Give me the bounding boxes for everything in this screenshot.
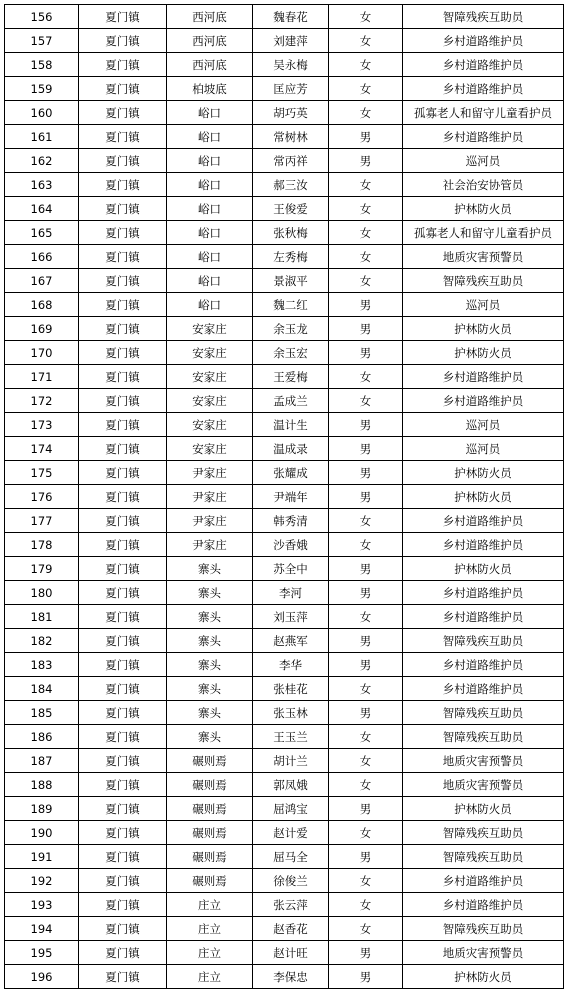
position-cell: 乡村道路维护员	[403, 653, 564, 677]
village-cell: 寨头	[167, 605, 253, 629]
position-cell: 乡村道路维护员	[403, 77, 564, 101]
name-cell: 郭凤娥	[253, 773, 329, 797]
position-cell: 乡村道路维护员	[403, 677, 564, 701]
position-cell: 孤寡老人和留守儿童看护员	[403, 221, 564, 245]
table-row	[5, 917, 564, 941]
name-cell: 魏二红	[253, 293, 329, 317]
position-cell: 乡村道路维护员	[403, 125, 564, 149]
gender-cell: 男	[329, 149, 403, 173]
town-cell: 夏门镇	[79, 701, 167, 725]
town-cell: 夏门镇	[79, 77, 167, 101]
table-row	[5, 173, 564, 197]
village-cell: 峪口	[167, 197, 253, 221]
position-cell: 乡村道路维护员	[403, 53, 564, 77]
gender-cell: 女	[329, 77, 403, 101]
village-cell: 碾则焉	[167, 749, 253, 773]
row-number-cell: 162	[5, 149, 79, 173]
table-row	[5, 197, 564, 221]
roster-sheet	[4, 4, 563, 989]
position-cell: 护林防火员	[403, 797, 564, 821]
gender-cell: 男	[329, 581, 403, 605]
name-cell: 徐俊兰	[253, 869, 329, 893]
position-cell: 孤寡老人和留守儿童看护员	[403, 101, 564, 125]
position-cell: 乡村道路维护员	[403, 581, 564, 605]
row-number-cell: 156	[5, 5, 79, 29]
village-cell: 峪口	[167, 125, 253, 149]
table-row	[5, 149, 564, 173]
row-number-cell: 185	[5, 701, 79, 725]
town-cell: 夏门镇	[79, 29, 167, 53]
gender-cell: 男	[329, 461, 403, 485]
gender-cell: 女	[329, 917, 403, 941]
position-cell: 巡河员	[403, 293, 564, 317]
table-row	[5, 317, 564, 341]
name-cell: 沙香娥	[253, 533, 329, 557]
row-number-cell: 194	[5, 917, 79, 941]
town-cell: 夏门镇	[79, 773, 167, 797]
gender-cell: 女	[329, 677, 403, 701]
gender-cell: 男	[329, 413, 403, 437]
table-row	[5, 101, 564, 125]
village-cell: 安家庄	[167, 389, 253, 413]
gender-cell: 女	[329, 5, 403, 29]
town-cell: 夏门镇	[79, 509, 167, 533]
gender-cell: 女	[329, 221, 403, 245]
name-cell: 李河	[253, 581, 329, 605]
position-cell: 乡村道路维护员	[403, 893, 564, 917]
row-number-cell: 192	[5, 869, 79, 893]
gender-cell: 男	[329, 701, 403, 725]
position-cell: 巡河员	[403, 149, 564, 173]
town-cell: 夏门镇	[79, 605, 167, 629]
table-row	[5, 269, 564, 293]
town-cell: 夏门镇	[79, 677, 167, 701]
position-cell: 智障残疾互助员	[403, 845, 564, 869]
town-cell: 夏门镇	[79, 581, 167, 605]
town-cell: 夏门镇	[79, 269, 167, 293]
village-cell: 安家庄	[167, 437, 253, 461]
table-row	[5, 389, 564, 413]
table-row	[5, 365, 564, 389]
gender-cell: 女	[329, 869, 403, 893]
village-cell: 安家庄	[167, 365, 253, 389]
row-number-cell: 188	[5, 773, 79, 797]
name-cell: 王爱梅	[253, 365, 329, 389]
village-cell: 安家庄	[167, 341, 253, 365]
name-cell: 吴永梅	[253, 53, 329, 77]
name-cell: 赵香花	[253, 917, 329, 941]
gender-cell: 男	[329, 629, 403, 653]
gender-cell: 男	[329, 965, 403, 989]
name-cell: 王俊爱	[253, 197, 329, 221]
name-cell: 赵计旺	[253, 941, 329, 965]
table-row	[5, 557, 564, 581]
town-cell: 夏门镇	[79, 893, 167, 917]
gender-cell: 女	[329, 749, 403, 773]
row-number-cell: 189	[5, 797, 79, 821]
name-cell: 张耀成	[253, 461, 329, 485]
village-cell: 尹家庄	[167, 509, 253, 533]
table-row	[5, 293, 564, 317]
position-cell: 智障残疾互助员	[403, 821, 564, 845]
name-cell: 匡应芳	[253, 77, 329, 101]
row-number-cell: 174	[5, 437, 79, 461]
row-number-cell: 171	[5, 365, 79, 389]
gender-cell: 女	[329, 53, 403, 77]
town-cell: 夏门镇	[79, 485, 167, 509]
town-cell: 夏门镇	[79, 437, 167, 461]
village-cell: 峪口	[167, 245, 253, 269]
village-cell: 碾则焉	[167, 845, 253, 869]
row-number-cell: 170	[5, 341, 79, 365]
table-row	[5, 341, 564, 365]
name-cell: 韩秀清	[253, 509, 329, 533]
name-cell: 胡巧英	[253, 101, 329, 125]
town-cell: 夏门镇	[79, 341, 167, 365]
name-cell: 张玉林	[253, 701, 329, 725]
name-cell: 屈马全	[253, 845, 329, 869]
position-cell: 护林防火员	[403, 485, 564, 509]
village-cell: 庄立	[167, 917, 253, 941]
village-cell: 寨头	[167, 725, 253, 749]
name-cell: 刘玉萍	[253, 605, 329, 629]
town-cell: 夏门镇	[79, 869, 167, 893]
village-cell: 寨头	[167, 581, 253, 605]
village-cell: 峪口	[167, 293, 253, 317]
row-number-cell: 180	[5, 581, 79, 605]
table-row	[5, 677, 564, 701]
row-number-cell: 176	[5, 485, 79, 509]
position-cell: 智障残疾互助员	[403, 5, 564, 29]
row-number-cell: 191	[5, 845, 79, 869]
position-cell: 地质灾害预警员	[403, 245, 564, 269]
row-number-cell: 190	[5, 821, 79, 845]
row-number-cell: 178	[5, 533, 79, 557]
row-number-cell: 181	[5, 605, 79, 629]
table-row	[5, 581, 564, 605]
position-cell: 地质灾害预警员	[403, 749, 564, 773]
row-number-cell: 183	[5, 653, 79, 677]
name-cell: 尹端年	[253, 485, 329, 509]
gender-cell: 女	[329, 245, 403, 269]
position-cell: 护林防火员	[403, 317, 564, 341]
town-cell: 夏门镇	[79, 845, 167, 869]
row-number-cell: 168	[5, 293, 79, 317]
town-cell: 夏门镇	[79, 5, 167, 29]
town-cell: 夏门镇	[79, 557, 167, 581]
table-row	[5, 29, 564, 53]
table-row	[5, 77, 564, 101]
town-cell: 夏门镇	[79, 197, 167, 221]
town-cell: 夏门镇	[79, 365, 167, 389]
name-cell: 胡计兰	[253, 749, 329, 773]
gender-cell: 女	[329, 29, 403, 53]
name-cell: 温成录	[253, 437, 329, 461]
town-cell: 夏门镇	[79, 245, 167, 269]
position-cell: 智障残疾互助员	[403, 917, 564, 941]
town-cell: 夏门镇	[79, 413, 167, 437]
village-cell: 庄立	[167, 965, 253, 989]
name-cell: 苏全中	[253, 557, 329, 581]
table-row	[5, 5, 564, 29]
position-cell: 乡村道路维护员	[403, 509, 564, 533]
town-cell: 夏门镇	[79, 629, 167, 653]
name-cell: 温计生	[253, 413, 329, 437]
gender-cell: 女	[329, 101, 403, 125]
village-cell: 尹家庄	[167, 533, 253, 557]
town-cell: 夏门镇	[79, 53, 167, 77]
table-row	[5, 821, 564, 845]
gender-cell: 男	[329, 797, 403, 821]
gender-cell: 男	[329, 293, 403, 317]
gender-cell: 女	[329, 725, 403, 749]
name-cell: 刘建萍	[253, 29, 329, 53]
position-cell: 护林防火员	[403, 557, 564, 581]
village-cell: 碾则焉	[167, 821, 253, 845]
row-number-cell: 160	[5, 101, 79, 125]
gender-cell: 男	[329, 941, 403, 965]
town-cell: 夏门镇	[79, 317, 167, 341]
name-cell: 常树林	[253, 125, 329, 149]
gender-cell: 女	[329, 389, 403, 413]
gender-cell: 女	[329, 893, 403, 917]
table-row	[5, 893, 564, 917]
name-cell: 左秀梅	[253, 245, 329, 269]
row-number-cell: 196	[5, 965, 79, 989]
roster-table-body	[5, 5, 564, 989]
row-number-cell: 164	[5, 197, 79, 221]
town-cell: 夏门镇	[79, 653, 167, 677]
gender-cell: 男	[329, 341, 403, 365]
town-cell: 夏门镇	[79, 749, 167, 773]
row-number-cell: 167	[5, 269, 79, 293]
gender-cell: 女	[329, 533, 403, 557]
position-cell: 巡河员	[403, 413, 564, 437]
row-number-cell: 193	[5, 893, 79, 917]
roster-table	[4, 4, 564, 989]
gender-cell: 男	[329, 485, 403, 509]
village-cell: 峪口	[167, 101, 253, 125]
position-cell: 乡村道路维护员	[403, 389, 564, 413]
position-cell: 乡村道路维护员	[403, 29, 564, 53]
gender-cell: 男	[329, 437, 403, 461]
position-cell: 护林防火员	[403, 197, 564, 221]
gender-cell: 女	[329, 509, 403, 533]
gender-cell: 女	[329, 821, 403, 845]
row-number-cell: 175	[5, 461, 79, 485]
gender-cell: 女	[329, 269, 403, 293]
village-cell: 碾则焉	[167, 797, 253, 821]
name-cell: 孟成兰	[253, 389, 329, 413]
town-cell: 夏门镇	[79, 389, 167, 413]
village-cell: 西河底	[167, 5, 253, 29]
table-row	[5, 125, 564, 149]
row-number-cell: 179	[5, 557, 79, 581]
table-row	[5, 797, 564, 821]
position-cell: 地质灾害预警员	[403, 941, 564, 965]
name-cell: 余玉宏	[253, 341, 329, 365]
gender-cell: 男	[329, 845, 403, 869]
row-number-cell: 184	[5, 677, 79, 701]
town-cell: 夏门镇	[79, 461, 167, 485]
table-row	[5, 221, 564, 245]
table-row	[5, 773, 564, 797]
gender-cell: 男	[329, 125, 403, 149]
town-cell: 夏门镇	[79, 725, 167, 749]
village-cell: 西河底	[167, 29, 253, 53]
table-row	[5, 701, 564, 725]
row-number-cell: 161	[5, 125, 79, 149]
table-row	[5, 941, 564, 965]
table-row	[5, 725, 564, 749]
town-cell: 夏门镇	[79, 797, 167, 821]
position-cell: 乡村道路维护员	[403, 365, 564, 389]
table-row	[5, 509, 564, 533]
name-cell: 王玉兰	[253, 725, 329, 749]
town-cell: 夏门镇	[79, 965, 167, 989]
village-cell: 峪口	[167, 173, 253, 197]
town-cell: 夏门镇	[79, 173, 167, 197]
table-row	[5, 605, 564, 629]
village-cell: 寨头	[167, 557, 253, 581]
gender-cell: 女	[329, 773, 403, 797]
row-number-cell: 169	[5, 317, 79, 341]
position-cell: 巡河员	[403, 437, 564, 461]
table-row	[5, 437, 564, 461]
table-row	[5, 965, 564, 989]
row-number-cell: 187	[5, 749, 79, 773]
town-cell: 夏门镇	[79, 917, 167, 941]
position-cell: 智障残疾互助员	[403, 629, 564, 653]
position-cell: 智障残疾互助员	[403, 725, 564, 749]
table-row	[5, 53, 564, 77]
name-cell: 郝三汝	[253, 173, 329, 197]
table-row	[5, 413, 564, 437]
village-cell: 峪口	[167, 269, 253, 293]
position-cell: 智障残疾互助员	[403, 701, 564, 725]
village-cell: 安家庄	[167, 413, 253, 437]
village-cell: 尹家庄	[167, 485, 253, 509]
gender-cell: 女	[329, 365, 403, 389]
position-cell: 护林防火员	[403, 965, 564, 989]
row-number-cell: 163	[5, 173, 79, 197]
table-row	[5, 653, 564, 677]
position-cell: 社会治安协管员	[403, 173, 564, 197]
name-cell: 魏春花	[253, 5, 329, 29]
name-cell: 张桂花	[253, 677, 329, 701]
name-cell: 张秋梅	[253, 221, 329, 245]
row-number-cell: 172	[5, 389, 79, 413]
position-cell: 乡村道路维护员	[403, 605, 564, 629]
village-cell: 寨头	[167, 653, 253, 677]
town-cell: 夏门镇	[79, 221, 167, 245]
town-cell: 夏门镇	[79, 125, 167, 149]
village-cell: 峪口	[167, 149, 253, 173]
table-row	[5, 629, 564, 653]
table-row	[5, 485, 564, 509]
gender-cell: 女	[329, 173, 403, 197]
village-cell: 西河底	[167, 53, 253, 77]
village-cell: 寨头	[167, 677, 253, 701]
village-cell: 碾则焉	[167, 869, 253, 893]
name-cell: 张云萍	[253, 893, 329, 917]
table-row	[5, 869, 564, 893]
row-number-cell: 165	[5, 221, 79, 245]
row-number-cell: 182	[5, 629, 79, 653]
position-cell: 乡村道路维护员	[403, 533, 564, 557]
position-cell: 护林防火员	[403, 461, 564, 485]
name-cell: 李华	[253, 653, 329, 677]
row-number-cell: 195	[5, 941, 79, 965]
row-number-cell: 177	[5, 509, 79, 533]
village-cell: 柏坡底	[167, 77, 253, 101]
name-cell: 李保忠	[253, 965, 329, 989]
position-cell: 智障残疾互助员	[403, 269, 564, 293]
gender-cell: 男	[329, 557, 403, 581]
position-cell: 地质灾害预警员	[403, 773, 564, 797]
name-cell: 屈鸿宝	[253, 797, 329, 821]
gender-cell: 女	[329, 197, 403, 221]
name-cell: 常丙祥	[253, 149, 329, 173]
row-number-cell: 186	[5, 725, 79, 749]
row-number-cell: 166	[5, 245, 79, 269]
gender-cell: 男	[329, 653, 403, 677]
village-cell: 寨头	[167, 701, 253, 725]
table-row	[5, 245, 564, 269]
position-cell: 乡村道路维护员	[403, 869, 564, 893]
name-cell: 赵燕军	[253, 629, 329, 653]
town-cell: 夏门镇	[79, 149, 167, 173]
name-cell: 余玉龙	[253, 317, 329, 341]
name-cell: 景淑平	[253, 269, 329, 293]
town-cell: 夏门镇	[79, 821, 167, 845]
village-cell: 寨头	[167, 629, 253, 653]
row-number-cell: 158	[5, 53, 79, 77]
row-number-cell: 157	[5, 29, 79, 53]
gender-cell: 女	[329, 605, 403, 629]
village-cell: 庄立	[167, 941, 253, 965]
gender-cell: 男	[329, 317, 403, 341]
town-cell: 夏门镇	[79, 533, 167, 557]
town-cell: 夏门镇	[79, 941, 167, 965]
town-cell: 夏门镇	[79, 293, 167, 317]
table-row	[5, 749, 564, 773]
name-cell: 赵计爱	[253, 821, 329, 845]
table-row	[5, 845, 564, 869]
table-row	[5, 461, 564, 485]
table-row	[5, 533, 564, 557]
village-cell: 安家庄	[167, 317, 253, 341]
town-cell: 夏门镇	[79, 101, 167, 125]
village-cell: 庄立	[167, 893, 253, 917]
village-cell: 碾则焉	[167, 773, 253, 797]
row-number-cell: 159	[5, 77, 79, 101]
row-number-cell: 173	[5, 413, 79, 437]
village-cell: 尹家庄	[167, 461, 253, 485]
village-cell: 峪口	[167, 221, 253, 245]
position-cell: 护林防火员	[403, 341, 564, 365]
